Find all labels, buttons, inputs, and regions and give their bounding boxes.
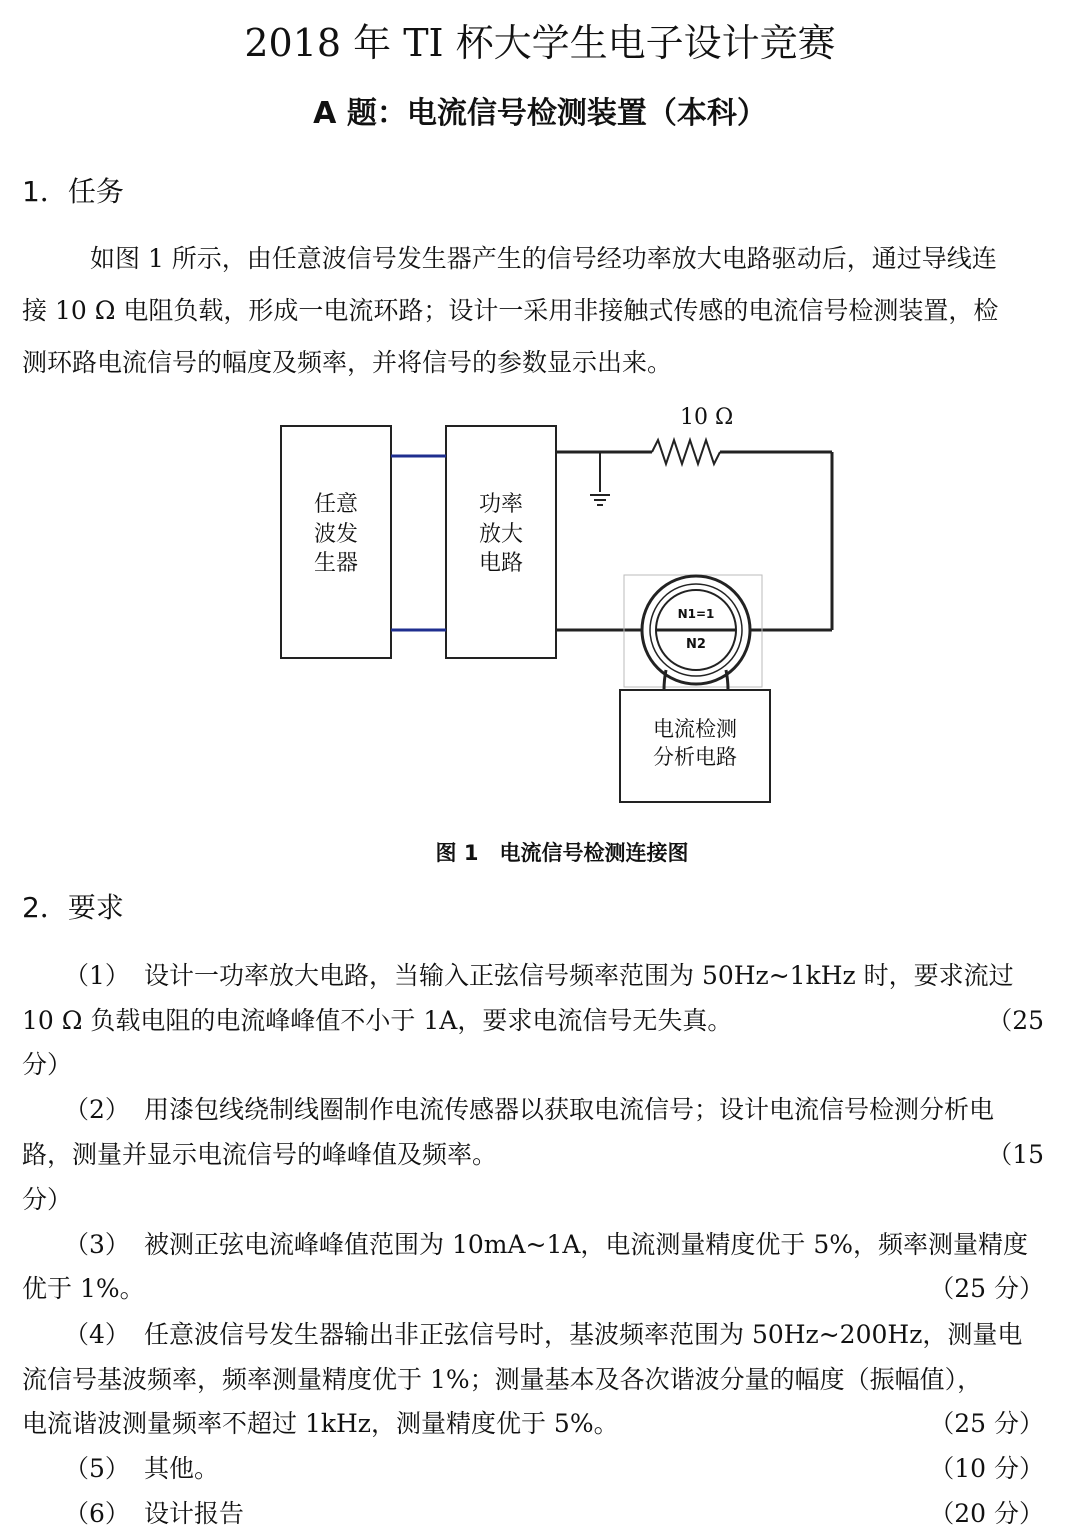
req3-score: （25 分）: [929, 1274, 1044, 1303]
req6-score: （20 分）: [929, 1499, 1044, 1528]
coil-n1-label: N1=1: [677, 607, 715, 621]
block1-line-2: 波发: [313, 521, 358, 547]
power-amplifier-label: [446, 490, 556, 579]
resistor-icon: [652, 440, 720, 464]
block3-line-1: 电流检测: [653, 717, 737, 741]
req2-number: （2）: [64, 1095, 130, 1124]
section-requirements-heading: 2．要求: [22, 891, 124, 924]
page-subtitle: A 题：电流信号检测装置（本科）: [313, 96, 767, 131]
circuit-diagram: [0, 400, 1080, 820]
req3-line-1: 被测正弦电流峰峰值范围为 10mA~1A，电流测量精度优于 5%，频率测量精度: [144, 1230, 1029, 1259]
ground-icon: [590, 495, 610, 505]
req4-line-3: 电流谐波测量频率不超过 1kHz，测量精度优于 5%。: [22, 1409, 619, 1438]
coil-n2-label: N2: [686, 637, 706, 652]
req2-line-2: 路，测量并显示电流信号的峰峰值及频率。: [22, 1140, 498, 1169]
figure-caption: 图 1 电流信号检测连接图: [435, 841, 689, 865]
req1-score-b: 分）: [22, 1050, 73, 1079]
req1-score-a: （25: [987, 1006, 1044, 1035]
req2-line-1: 用漆包线绕制线圈制作电流传感器以获取电流信号；设计电流信号检测分析电: [144, 1095, 995, 1124]
req3-number: （3）: [64, 1230, 130, 1259]
req5-number: （5）: [64, 1454, 130, 1483]
analysis-circuit-label: [620, 715, 770, 772]
req1-line-2: 10 Ω 负载电阻的电流峰峰值不小于 1A，要求电流信号无失真。: [22, 1006, 733, 1035]
block2-line-1: 功率: [478, 492, 523, 517]
req4-line-1: 任意波信号发生器输出非正弦信号时，基波频率范围为 50Hz~200Hz，测量电: [144, 1320, 1023, 1349]
req4-score: （25 分）: [929, 1409, 1044, 1438]
resistor-label: 10 Ω: [680, 405, 734, 430]
req1-number: （1）: [64, 961, 130, 990]
req6-number: （6）: [64, 1499, 130, 1528]
req3-line-2: 优于 1%。: [22, 1274, 145, 1303]
task-line-3: 测环路电流信号的幅度及频率，并将信号的参数显示出来。: [22, 348, 673, 377]
task-line-2: 接 10 Ω 电阻负载，形成一电流环路；设计一采用非接触式传感的电流信号检测装置，检: [22, 296, 999, 325]
block2-line-3: 电路: [478, 551, 523, 577]
req4-line-2: 流信号基波频率，频率测量精度优于 1%；测量基本及各次谐波分量的幅度（振幅值），: [22, 1365, 983, 1394]
waveform-generator-label: [281, 490, 391, 579]
req1-line-1: 设计一功率放大电路，当输入正弦信号频率范围为 50Hz~1kHz 时，要求流过: [144, 961, 1014, 990]
block2-line-2: 放大: [478, 521, 523, 547]
section-task-heading: 1．任务: [22, 175, 124, 208]
req4-number: （4）: [64, 1320, 130, 1349]
block3-line-2: 分析电路: [653, 745, 737, 770]
req5-score: （10 分）: [929, 1454, 1044, 1483]
block1-line-3: 生器: [313, 551, 358, 577]
page-title: 2018 年 TI 杯大学生电子设计竞赛: [244, 21, 836, 65]
req6-text: 设计报告: [144, 1499, 245, 1528]
req2-score-a: （15: [987, 1140, 1044, 1169]
req5-text: 其他。: [144, 1454, 220, 1483]
req2-score-b: 分）: [22, 1185, 73, 1214]
task-line-1: 如图 1 所示，由任意波信号发生器产生的信号经功率放大电路驱动后，通过导线连: [90, 244, 997, 273]
block1-line-1: 任意: [313, 492, 358, 517]
